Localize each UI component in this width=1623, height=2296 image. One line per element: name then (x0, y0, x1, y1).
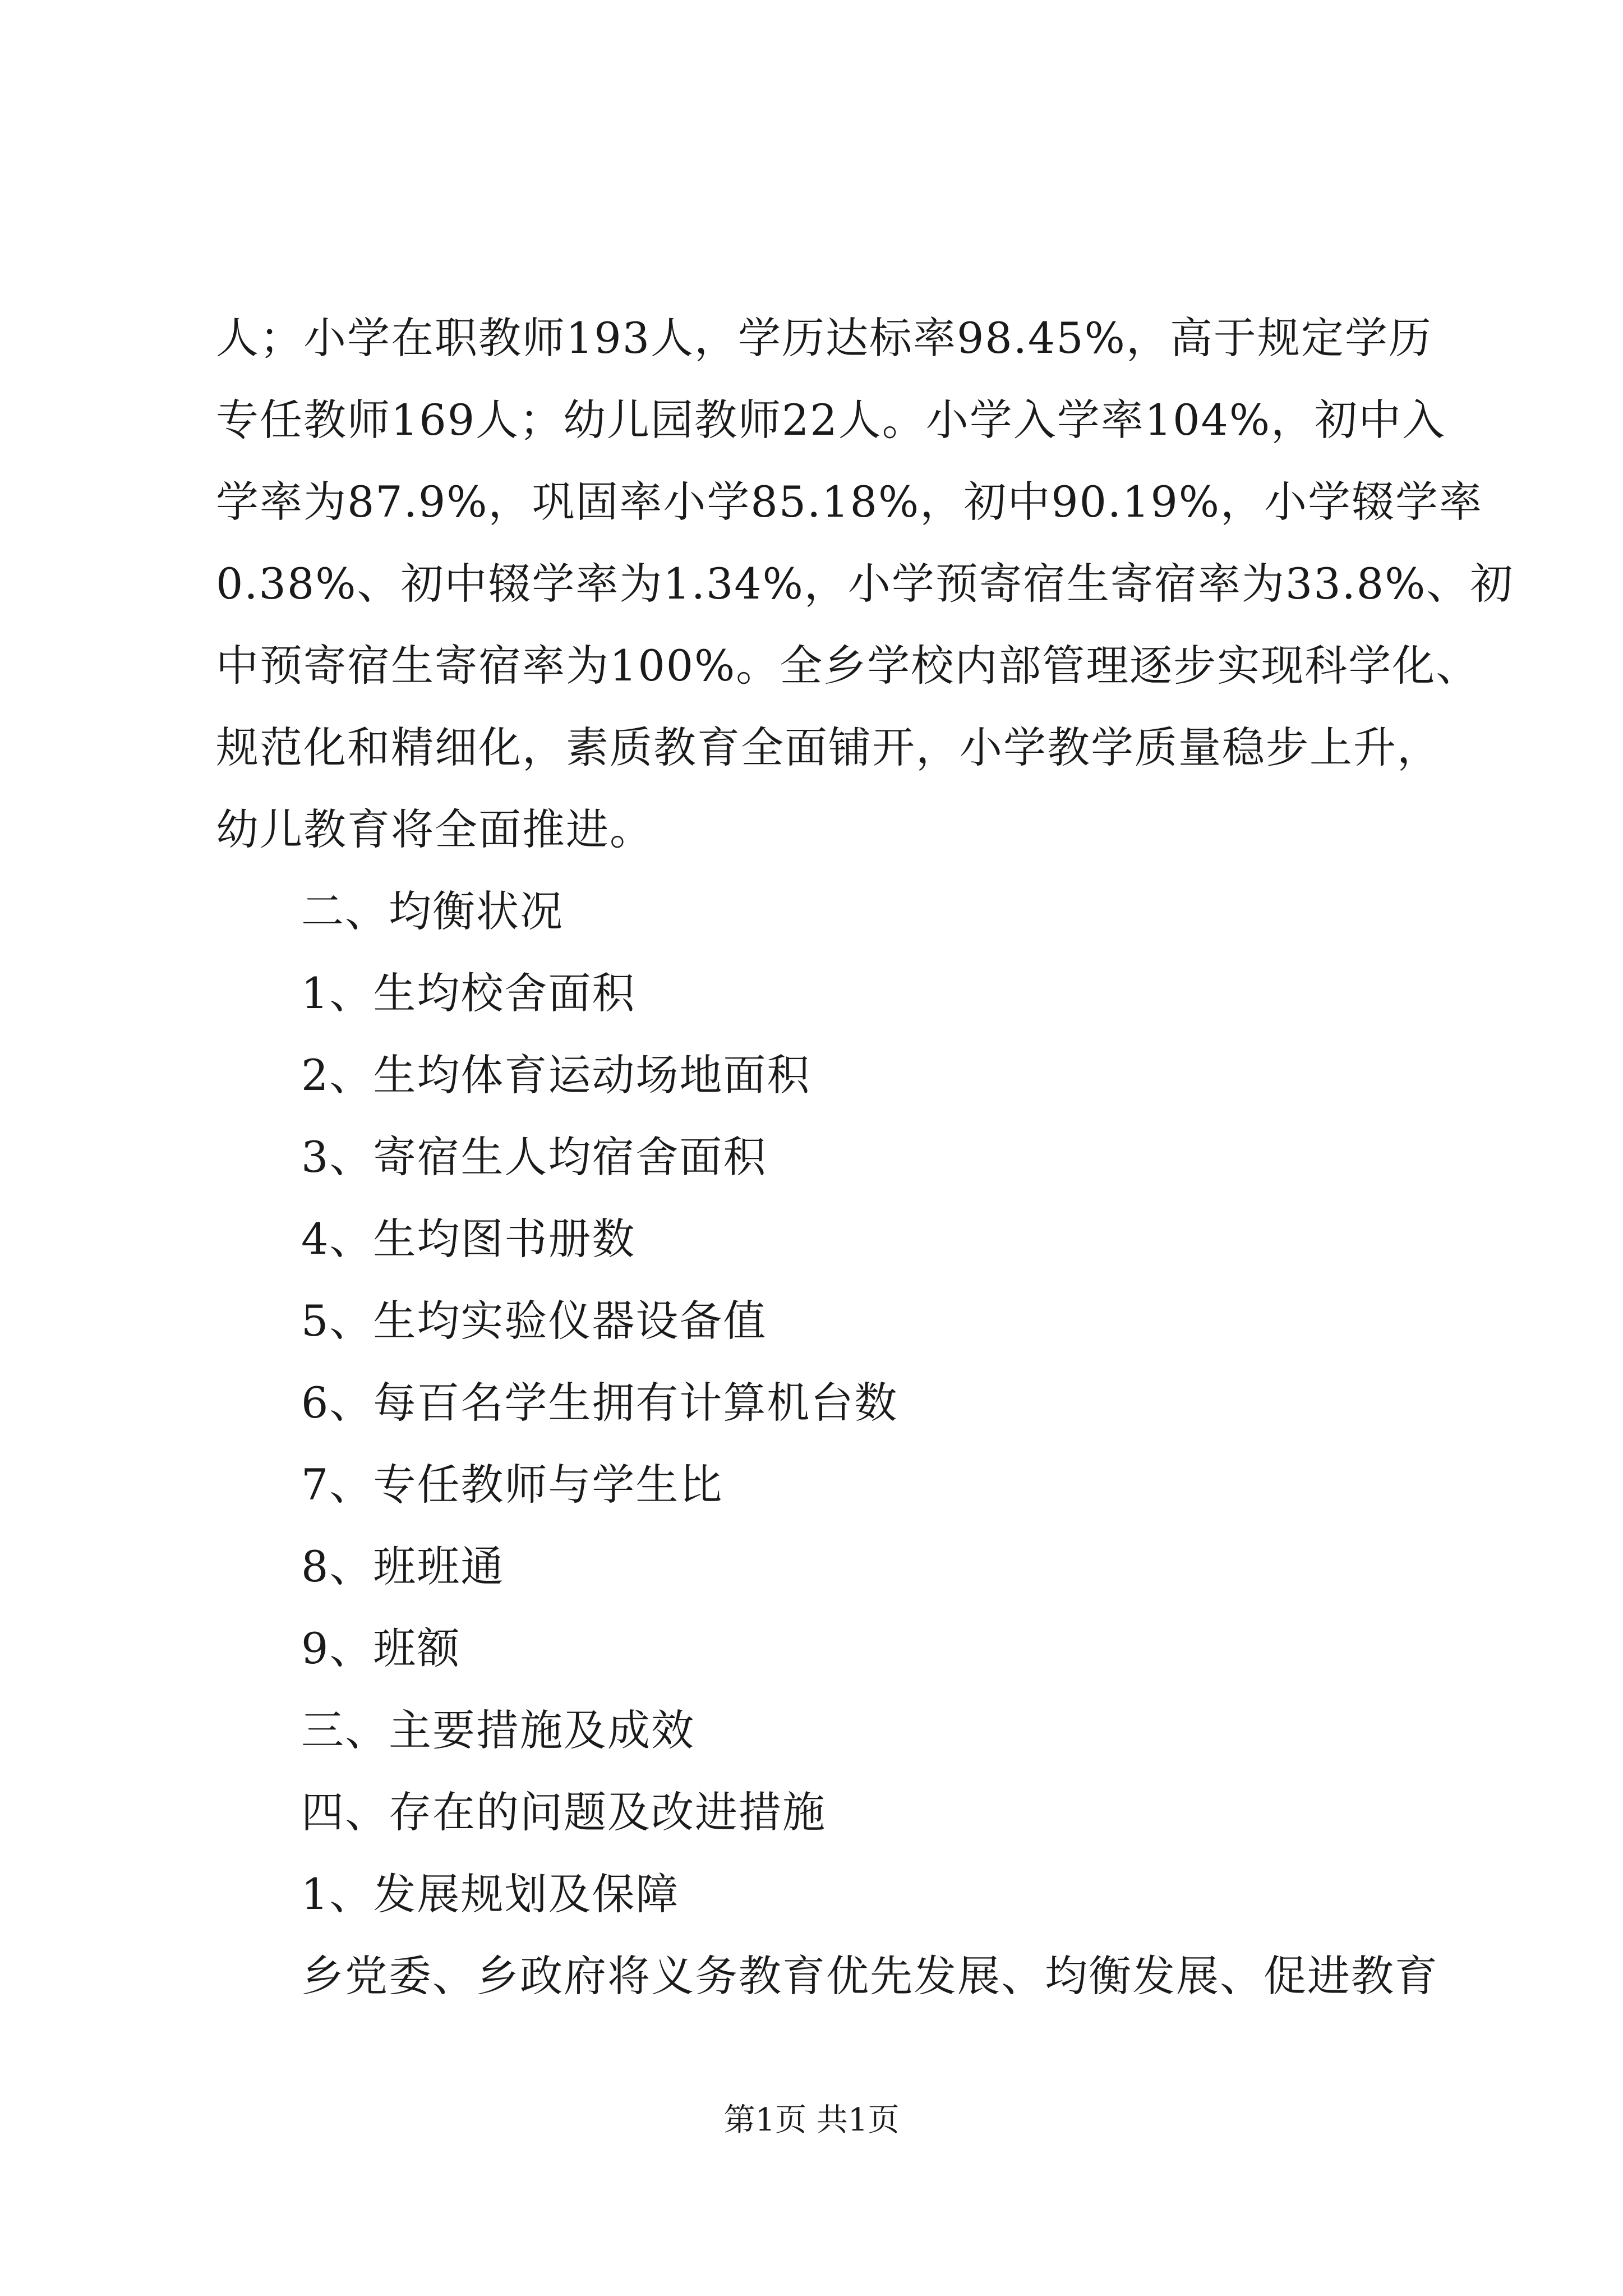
paragraph-line: 规范化和精细化，素质教育全面铺开，小学教学质量稳步上升， (216, 723, 1441, 772)
list-item: 1、生均校舍面积 (301, 968, 636, 1018)
paragraph-line: 乡党委、乡政府将义务教育优先发展、均衡发展、促进教育 (301, 1951, 1438, 2001)
list-item: 6、每百名学生拥有计算机台数 (301, 1378, 898, 1428)
paragraph-line: 幼儿教育将全面推进。 (216, 804, 653, 854)
list-item: 7、专任教师与学生比 (301, 1460, 723, 1510)
list-item: 2、生均体育运动场地面积 (301, 1050, 811, 1100)
paragraph-line: 中预寄宿生寄宿率为100%。全乡学校内部管理逐步实现科学化、 (216, 641, 1480, 691)
list-item: 8、班班通 (301, 1542, 505, 1591)
paragraph-line: 专任教师169人；幼儿园教师22人。小学入学率104%，初中入 (216, 395, 1446, 445)
page-footer: 第1页 共1页 (723, 2102, 900, 2138)
list-item: 4、生均图书册数 (301, 1214, 636, 1264)
list-item: 1、发展规划及保障 (301, 1869, 680, 1919)
paragraph-line: 0.38%、初中辍学率为1.34%，小学预寄宿生寄宿率为33.8%、初 (216, 559, 1514, 609)
list-item: 5、生均实验仪器设备值 (301, 1296, 767, 1346)
paragraph-line: 人；小学在职教师193人，学历达标率98.45%，高于规定学历 (216, 313, 1432, 363)
section-heading-problems: 四、存在的问题及改进措施 (301, 1787, 826, 1837)
section-heading-measures: 三、主要措施及成效 (301, 1705, 695, 1755)
paragraph-line: 学率为87.9%，巩固率小学85.18%，初中90.19%，小学辍学率 (216, 477, 1483, 527)
list-item: 9、班额 (301, 1623, 461, 1673)
document-body (216, 297, 1514, 2017)
list-item: 3、寄宿生人均宿舍面积 (301, 1132, 767, 1182)
section-heading-balance: 二、均衡状况 (301, 886, 564, 936)
